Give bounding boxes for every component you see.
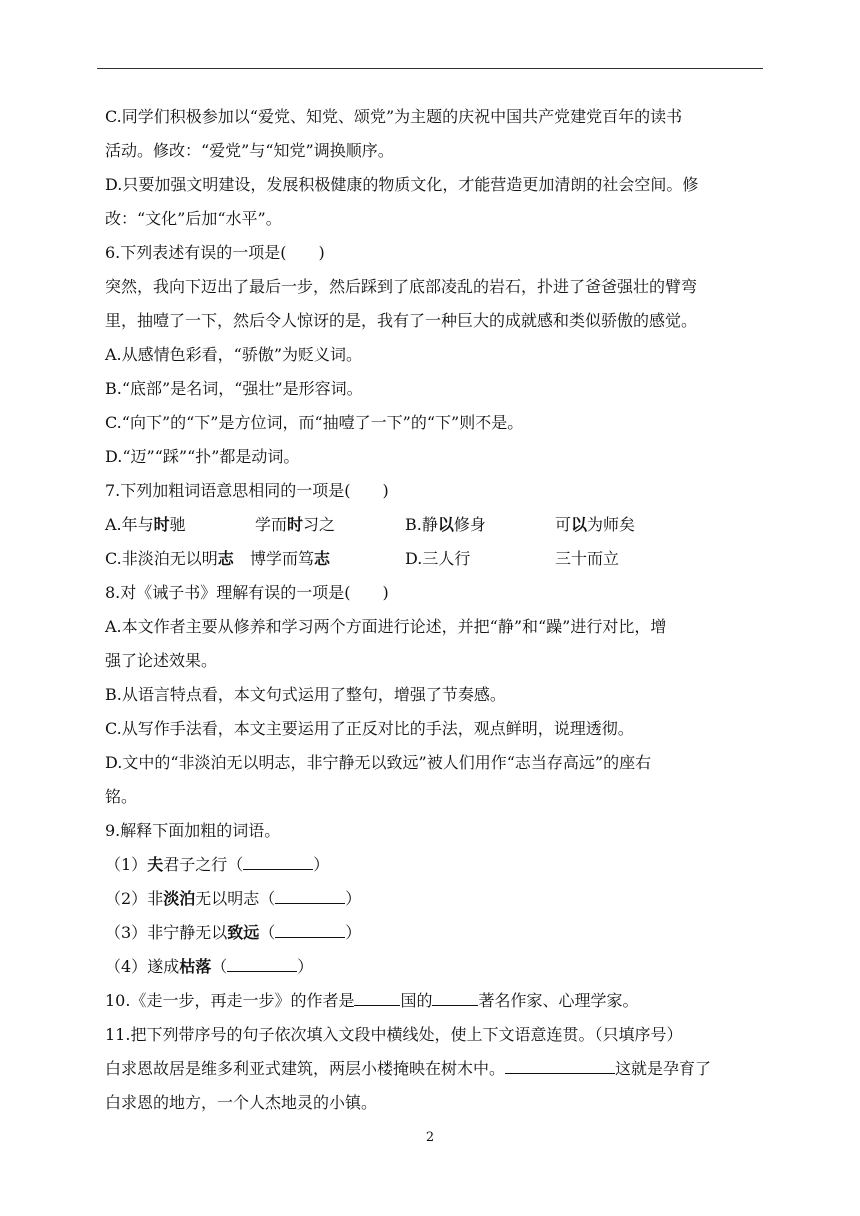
q7-a2-pre: 学而 — [255, 515, 288, 534]
q9-item-1-blank[interactable] — [243, 852, 313, 870]
q6-option-c: C.“向下”的“下”是方位词，而“抽噎了一下”的“下”则不是。 — [105, 413, 524, 432]
q9-item-2 — [105, 882, 765, 916]
q9-item-3-blank[interactable] — [275, 920, 345, 938]
q9-item-4-number: （4） — [105, 957, 148, 976]
q9-item-1-number: （1） — [105, 855, 148, 874]
page-content — [105, 100, 765, 1120]
q10-line — [105, 984, 765, 1018]
q7-row-ab — [105, 508, 765, 542]
q10-text-3: 著名作家、心理学家。 — [478, 991, 639, 1010]
q9-item-4 — [105, 950, 765, 984]
q6-stem: 6.下列表述有误的一项是( ) — [105, 243, 325, 262]
q7-b1-post: 修身 — [453, 515, 486, 534]
q5-option-c-line2: 活动。修改：“爱党”与“知党”调换顺序。 — [105, 141, 394, 160]
q7-option-c-1 — [105, 542, 250, 576]
q7-stem: 7.下列加粗词语意思相同的一项是( ) — [105, 481, 389, 500]
q8-option-a-line2: 强了论述效果。 — [105, 651, 218, 670]
q7-a1-bold: 时 — [153, 515, 170, 534]
q7-b2-post: 为师矣 — [587, 515, 636, 534]
q7-b2-bold: 以 — [571, 515, 588, 534]
q9-item-3 — [105, 916, 765, 950]
q8-option-b: B.从语言特点看，本文句式运用了整句，增强了节奏感。 — [105, 685, 506, 704]
q7-c2-pre: 博学而笃 — [250, 549, 315, 568]
q8-option-a-line1: A.本文作者主要从修养和学习两个方面进行论述，并把“静”和“躁”进行对比，增 — [105, 617, 667, 636]
q9-item-2-close: ） — [345, 889, 362, 908]
q7-option-a-1 — [105, 508, 255, 542]
q9-item-2-text: 无以明志（ — [195, 889, 276, 908]
q9-item-2-bold: 淡泊 — [163, 889, 196, 908]
q7-a2-post: 习之 — [303, 515, 336, 534]
q9-item-4-close: ） — [297, 957, 314, 976]
q7-c2-bold: 志 — [314, 549, 331, 568]
q9-item-3-bold: 致远 — [227, 923, 260, 942]
q8-option-d-line2: 铭。 — [105, 787, 138, 806]
q9-item-4-pre: 遂成 — [147, 957, 180, 976]
q9-item-1 — [105, 848, 765, 882]
q7-b1-pre: B.静 — [405, 515, 438, 534]
q7-a1-pre: A.年与 — [105, 515, 154, 534]
q7-option-b-2 — [555, 508, 635, 542]
q11-line1-pre: 白求恩故居是维多利亚式建筑，两层小楼掩映在树木中。 — [105, 1059, 506, 1078]
q10-blank-2[interactable] — [432, 988, 478, 1006]
q7-a1-post: 驰 — [169, 515, 186, 534]
q7-a2-bold: 时 — [287, 515, 304, 534]
q7-c1-pre: C.非淡泊无以明 — [105, 549, 218, 568]
header-rule — [97, 68, 763, 69]
q7-option-d-1: D.三人行 — [405, 549, 471, 568]
q7-option-a-2 — [255, 508, 405, 542]
q7-b2-pre: 可 — [555, 515, 572, 534]
q6-option-a: A.从感情色彩看，“骄傲”为贬义词。 — [105, 345, 363, 364]
q5-option-d-line2: 改：“文化”后加“水平”。 — [105, 209, 282, 228]
q7-option-c-2 — [250, 542, 405, 576]
q6-option-d: D.“迈”“踩”“扑”都是动词。 — [105, 447, 300, 466]
q7-c1-bold: 志 — [217, 549, 234, 568]
q9-item-2-pre: 非 — [147, 889, 164, 908]
q11-blank[interactable] — [505, 1056, 615, 1074]
q9-item-4-blank[interactable] — [227, 954, 297, 972]
q6-passage-line2: 里，抽噎了一下，然后令人惊讶的是，我有了一种巨大的成就感和类似骄傲的感觉。 — [105, 311, 698, 330]
q10-text-1: 10.《走一步，再走一步》的作者是 — [105, 991, 355, 1010]
q10-blank-1[interactable] — [354, 988, 400, 1006]
q5-option-c-line1: C.同学们积极参加以“爱党、知党、颂党”为主题的庆祝中国共产党建党百年的读书 — [105, 107, 683, 126]
q9-item-3-pre: 非宁静无以 — [147, 923, 228, 942]
q11-passage-line2: 白求恩的地方，一个人杰地灵的小镇。 — [105, 1093, 378, 1112]
q9-item-3-close: ） — [345, 923, 362, 942]
q8-option-c: C.从写作手法看，本文主要运用了正反对比的手法，观点鲜明，说理透彻。 — [105, 719, 634, 738]
q10-text-2: 国的 — [400, 991, 433, 1010]
q8-option-d-line1: D.文中的“非淡泊无以明志，非宁静无以致远”被人们用作“志当存高远”的座右 — [105, 753, 652, 772]
q9-item-2-blank[interactable] — [275, 886, 345, 904]
q6-option-b: B.“底部”是名词，“强壮”是形容词。 — [105, 379, 363, 398]
q9-item-3-number: （3） — [105, 923, 148, 942]
q9-stem: 9.解释下面加粗的词语。 — [105, 821, 281, 840]
q11-passage-line1 — [105, 1052, 765, 1086]
q7-row-cd — [105, 542, 765, 576]
q11-stem: 11.把下列带序号的句子依次填入文段中横线处，使上下文语意连贯。（只填序号） — [105, 1025, 683, 1044]
q11-line1-post: 这就是孕育了 — [615, 1059, 712, 1078]
q7-option-d-2: 三十而立 — [555, 549, 620, 568]
q9-item-3-text: （ — [259, 923, 276, 942]
q9-item-4-text: （ — [211, 957, 228, 976]
q8-stem: 8.对《诫子书》理解有误的一项是( ) — [105, 583, 389, 602]
q9-item-4-bold: 枯落 — [179, 957, 212, 976]
page-number: 2 — [425, 1130, 435, 1145]
q9-item-1-close: ） — [313, 855, 330, 874]
q6-passage-line1: 突然，我向下迈出了最后一步，然后踩到了底部凌乱的岩石，扑进了爸爸强壮的臂弯 — [105, 277, 698, 296]
q7-option-b-1 — [405, 508, 555, 542]
q9-item-1-text: 君子之行（ — [163, 855, 244, 874]
q9-item-2-number: （2） — [105, 889, 148, 908]
q7-b1-bold: 以 — [437, 515, 454, 534]
q9-item-1-bold: 夫 — [147, 855, 164, 874]
q5-option-d-line1: D.只要加强文明建设，发展积极健康的物质文化，才能营造更加清朗的社会空间。修 — [105, 175, 699, 194]
